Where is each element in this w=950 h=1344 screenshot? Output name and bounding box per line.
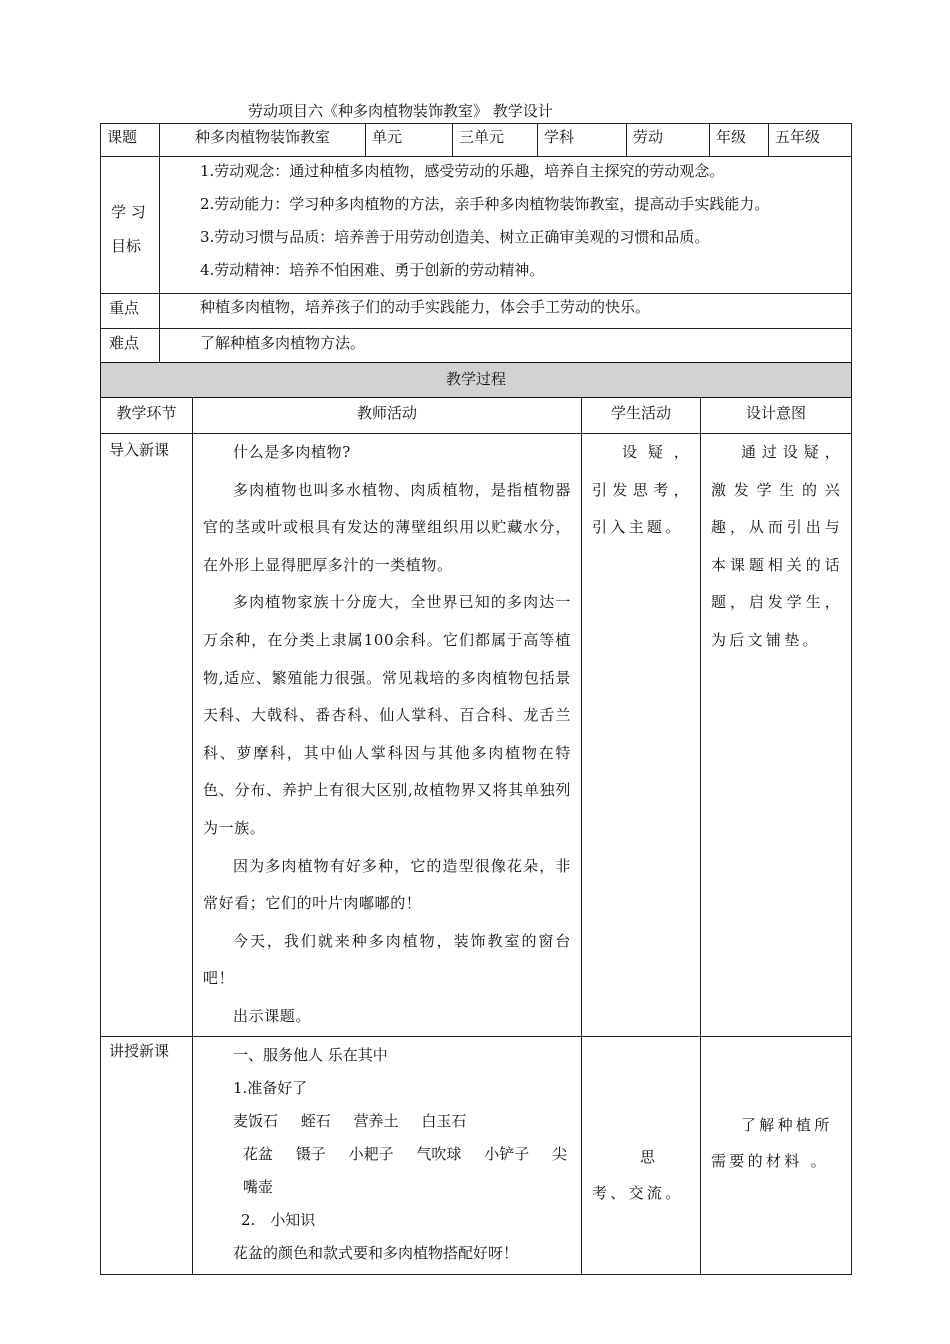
material-item: 蛭石: [300, 1111, 331, 1130]
grade-value: 五年级: [769, 124, 852, 157]
tools-line: [203, 1138, 573, 1204]
header-stage: 教学环节: [101, 398, 193, 434]
process-header-row: [101, 398, 852, 434]
goals-label-line2: 目标: [111, 237, 142, 255]
tool-item: 小耙子: [348, 1144, 394, 1163]
intro-paragraph: 因为多肉植物有好多种，它的造型很像花朵，非常好看；它们的叶片肉嘟嘟的！: [203, 856, 571, 913]
process-banner: 教学过程: [101, 363, 852, 398]
intro-teacher: [193, 434, 582, 1037]
topic-row: [101, 124, 852, 157]
header-student: 学生活动: [582, 398, 701, 434]
material-item: 营养土: [353, 1111, 399, 1130]
difficulty-text: 了解种植多肉植物方法。: [160, 329, 852, 363]
lecture-intent-text: 了解种植所需要的材料 。: [711, 1115, 833, 1170]
document-title: 劳动项目六《种多肉植物装饰教室》 教学设计: [248, 102, 553, 120]
goal-item: 2.劳动能力：学习种多肉植物的方法，亲手种多肉植物装饰教室，提高动手实践能力。: [200, 195, 770, 213]
lecture-teacher: [193, 1036, 582, 1274]
lecture-sub1: 1.准备好了: [233, 1078, 308, 1097]
intro-paragraph: 多肉植物家族十分庞大，全世界已知的多肉达一万余种，在分类上隶属100余科。它们都属于高等植物,适应、繁殖能力很强。常见栽培的多肉植物包括景天科、大戟科、番杏科、仙人掌科、百合科、龙舌兰科、萝摩科，其中仙人掌科因与其他多肉植物在特色、分布、养护上有很大区别,故植物界又将其单独列为一族。: [203, 593, 571, 837]
lecture-stage: 讲授新课: [101, 1036, 193, 1274]
info-table: [100, 123, 852, 363]
material-item: 麦饭石: [233, 1111, 279, 1130]
intro-intent: [701, 434, 852, 1037]
tool-item: 小铲子: [484, 1144, 530, 1163]
tool-item: 镊子: [295, 1144, 326, 1163]
process-table: [100, 362, 852, 1275]
lecture-intent: [701, 1036, 852, 1274]
intro-student: [582, 434, 701, 1037]
lecture-section-title: 一、服务他人 乐在其中: [233, 1045, 388, 1064]
difficulty-row: [101, 329, 852, 363]
grade-label: 年级: [710, 124, 769, 157]
intro-student-text: 设疑，引发思考，引入主题。: [592, 443, 692, 537]
intro-paragraph: 多肉植物也叫多水植物、肉质植物，是指植物器官的茎或叶或根具有发达的薄壁组织用以贮藏水分，在外形上显得肥厚多汁的一类植物。: [203, 480, 571, 574]
lecture-row: [101, 1036, 852, 1274]
goal-item: 1.劳动观念：通过种植多肉植物，感受劳动的乐趣，培养自主探究的劳动观念。: [200, 162, 725, 180]
goals-label: [101, 157, 160, 294]
goals-label-line1: 学 习: [111, 203, 146, 221]
key-point-label: 重点: [101, 294, 160, 329]
key-point-row: [101, 294, 852, 329]
tool-item: 尖嘴壶: [243, 1144, 567, 1196]
topic-value: 种多肉植物装饰教室: [160, 124, 366, 157]
intro-paragraph: 什么是多肉植物?: [233, 443, 351, 461]
topic-label: 课题: [101, 124, 160, 157]
lecture-student-text: 思考、交流。: [592, 1147, 684, 1202]
unit-label: 单元: [366, 124, 453, 157]
lecture-sub2: 2. 小知识: [241, 1210, 316, 1229]
goal-item: 4.劳动精神：培养不怕困难、勇于创新的劳动精神。: [200, 261, 545, 279]
lecture-tip: 花盆的颜色和款式要和多肉植物搭配好呀！: [233, 1243, 519, 1262]
subject-label: 学科: [538, 124, 627, 157]
header-intent: 设计意图: [701, 398, 852, 434]
unit-value: 三单元: [453, 124, 538, 157]
tool-item: 气吹球: [416, 1144, 462, 1163]
tool-item: 花盆: [243, 1144, 274, 1163]
goals-row: [101, 157, 852, 294]
goal-item: 3.劳动习惯与品质：培养善于用劳动创造美、树立正确审美观的习惯和品质。: [200, 228, 710, 246]
lecture-student: [582, 1036, 701, 1274]
intro-intent-text: 通过设疑，激发学生的兴趣，从而引出与本课题相关的话题，启发学生，为后文铺垫。: [711, 443, 844, 649]
difficulty-label: 难点: [101, 329, 160, 363]
key-point-text: 种植多肉植物，培养孩子们的动手实践能力，体会手工劳动的快乐。: [160, 294, 852, 329]
intro-paragraph: 今天，我们就来种多肉植物，装饰教室的窗台吧！: [203, 931, 571, 988]
material-item: 白玉石: [421, 1111, 467, 1130]
intro-row: [101, 434, 852, 1037]
header-teacher: 教师活动: [193, 398, 582, 434]
process-banner-row: [101, 363, 852, 398]
materials-line: [203, 1105, 573, 1138]
intro-paragraph: 出示课题。: [233, 1006, 312, 1025]
intro-stage: 导入新课: [101, 434, 193, 1037]
subject-value: 劳动: [627, 124, 710, 157]
goals-content: [160, 157, 852, 294]
